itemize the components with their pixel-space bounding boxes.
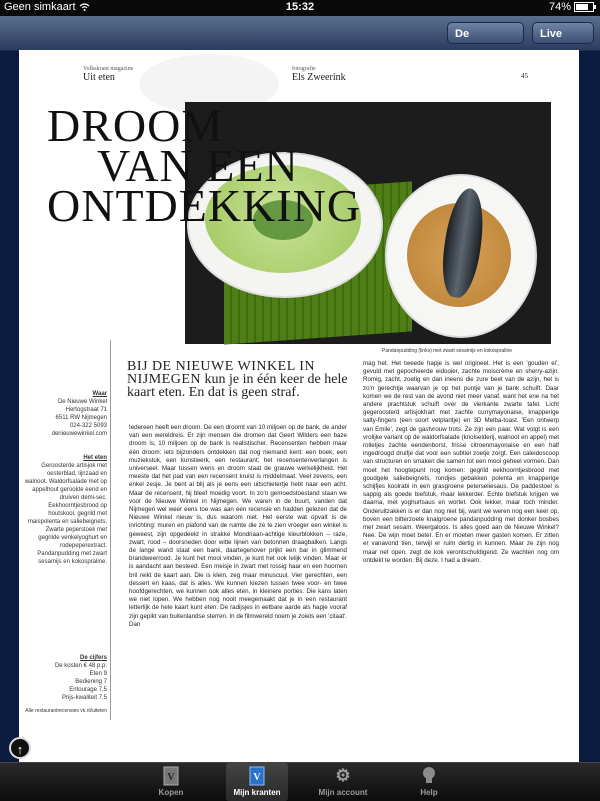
magazine-page bbox=[16, 50, 579, 762]
article-headline bbox=[47, 100, 362, 231]
rating-line: Prijs-kwaliteit 7,5 bbox=[61, 695, 107, 701]
where-heading: Waar bbox=[92, 391, 107, 397]
info-where bbox=[23, 390, 107, 438]
article-lead bbox=[127, 360, 377, 399]
battery-level bbox=[576, 4, 588, 10]
kranten-icon bbox=[247, 766, 267, 786]
rating-line: Eten 9 bbox=[89, 671, 107, 677]
ratings-heading: De cijfers bbox=[79, 655, 107, 661]
scroll-top-button[interactable] bbox=[9, 737, 31, 759]
rating-line: Bediening 7 bbox=[75, 679, 107, 685]
headline-line: VAN EEN bbox=[97, 140, 299, 191]
svg-text:V: V bbox=[253, 772, 261, 783]
tab-mijn-kranten[interactable] bbox=[226, 763, 288, 801]
carrier-label: Geen simkaart bbox=[4, 1, 76, 13]
tab-label: Mijn kranten bbox=[233, 788, 281, 797]
gear-icon: ⚙ bbox=[335, 766, 351, 785]
info-food bbox=[23, 454, 107, 566]
status-bar bbox=[0, 0, 600, 16]
lightbulb-icon bbox=[419, 766, 439, 786]
food-text: Geroosterde artisjok met oesterblad, lijnzaad en walnoot. Waldorfsalade met op appelhout gerookte eend en druiven demi-sec. Eekhoorntjesbrood op houtskool, gegrild met maispolenta en saliebeignets. Zwarte peperstoek met gegrilde venkelyoghurt en rodepeperextract. Pandanpudding met zwart sesamijs en kokospraline. bbox=[24, 463, 107, 565]
rating-line: De kosten € 48 p.p. bbox=[54, 663, 107, 669]
reviews-link: Alle restaurantrecensies vk.nl/uiteten bbox=[25, 708, 107, 714]
headline-line: DROOM bbox=[47, 100, 224, 151]
live-news-button[interactable]: Live bbox=[532, 22, 594, 44]
tab-help[interactable] bbox=[398, 763, 460, 801]
photo-meta bbox=[292, 66, 346, 83]
where-line: De Nieuwe Winkel bbox=[57, 399, 107, 405]
top-toolbar bbox=[0, 16, 600, 51]
tab-label: Help bbox=[420, 788, 438, 797]
clock: 15:32 bbox=[285, 1, 315, 13]
info-ratings bbox=[23, 654, 107, 715]
article-column-1: Iedereen heeft een droom. De een droomt van 10 miljoen op de bank, de ander van een wereldreis. Er zijn mensen die dromen dat Geert Wilders een baze droom is; 10 miljoen op de bank is realistischer. Recensenten hebben maar één droom: iets bijzonders ontdekken dat nog niemand kent: een boek, een muziekstuk, een kunstwerk, een restaurant; het recensentenverlangen is universeel. Maar tussen wens en droom staat de grauwe werkelijkheid. Het meeste dat het pad van een recensent kruist is middelmaat. Veel zevens, een enkel zesje. Je bent al blij als je eens een uitschietertje hebt naar een acht. Maar de recensent, hij bleef moedig voort. In zo'n gemoedstoestand staan we voor de Nieuwe Winkel in Nijmegen. We waren in de buurt, vanden dat Nijmegen wel weer eens toe was aan een recensie en hadden gelezen dat de Nieuwe Winkel nieuw is, dus waarom niet. Het eerste wat opvalt is de inrichting: muren en plafond van de ruimte die ze te zien vroeger een winkel is geweest, zijn opgedeeld in strakke Mondriaan-achtige kleurblokken – raze, zwart, rood – doorsneden door witte lijnen van betonnen draagbalken. Langs de lange wand staat een bank, daartegenover prijkt een bar in glimmend brandweerrood. Je kunt het mooi vinden, je kunt het ook lelijk vinden. Maar er is aandacht aan besteed. Een meisje in zwart met rossig haar en een hoornen bril reikt de kaart aan. Die is klein, zeg maar minuscuul. Vier gerechten, een dessert en kaas, dat is alles. We kunnen kiezen tussen twee voor- en twee hoofdgerechten, we kunnen ook alles eten, in kleinere porties. Die kans laten we niet lopen. We hebben nog nooit meegemaakt dat je in een restaurant letterlijk de hele kaart kunt eten. De radijsjes in eetbare aarde als hapje vooraf zijn gepikt van buitenlandse sterren. In de filmwereld noem je zoiets een 'citaat'. Dan bbox=[129, 424, 347, 628]
battery-icon bbox=[574, 2, 594, 12]
page-number: 45 bbox=[521, 72, 528, 80]
tab-kopen[interactable] bbox=[140, 763, 202, 801]
volkskrant-button[interactable]: De bbox=[447, 22, 524, 44]
food-heading: Het eten bbox=[83, 455, 107, 461]
rating-line: Entourage 7,5 bbox=[69, 687, 107, 693]
lead-rest: kun je in één keer de hele kaart eten. En dat is geen straf. bbox=[127, 372, 348, 400]
tab-label: Kopen bbox=[158, 788, 184, 797]
kopen-icon bbox=[161, 766, 181, 786]
photographer-name: Els Zweerink bbox=[292, 72, 346, 83]
where-line: Hertogstraat 71 bbox=[65, 407, 107, 413]
photo-credit-label: fotografie bbox=[292, 66, 316, 72]
tab-label: Mijn account bbox=[318, 788, 368, 797]
where-line: 6511 RW Nijmegen bbox=[55, 415, 107, 421]
article-column-2: mag het. Het tweede hapje is wel origineel. Het is een 'gouden ei', gevuld met gepocheerde eidooier, zachte moiscrème en sherry-azijn. Romig, zacht, zoetig en dan ineens die zure beet van de azijn, het is zo'n gerechtje waarvan je op het puntje van je bank schuift. Daar komen we de rest van de avond niet meer vanaf, want het ene na het andere prachtstuk schuift over de vierkante zwarte tafel. Licht gegeroosterd artisjokhart met zachte currymayonaise, knapperige salty-fingers (een soort vetplantje) en 3D Melba-toast. 'Een ontwerp van Emile', zegt de gastvrouw trots. Ze zijn een paar. Wat volgt is een vrolijke variant op de waldorfsalade (knolselderij, walnoot en appel) met rolletjes zachte eendenborst, frisse citroenmayonaise en een half ingedroogd druifje dat voor een subtiel zoetje zorgt. Een caleidoscoop van structuren en smaken die samen tot een mooi geheel vormen. Dan moet het hoogtepunt nog komen: gegrild eekhoorntjesbrood met goudgele saliebeignets, rondjes gebakken polenta en knapperige schijfjes koolrabi in een grasgroene peterseliesaus. De paddestoel is sappig als goede biefstuk, maar lekkerder. Echte biefstuk krijgen we daarna, met yoghurtsaus en wortel. Ook lekker, maar toch minder. Onderuitzakken is er dan nog niet bij, want we weren nog een keer op, boven een bitterzoete knalgroene pandanpudding met donker bosbes met zwart sesam. Weergaloos. Is alles goed aan de Nieuwe Winkel? Nee. De wijn moet beter. En er moeten meer gasten komen. Er zitten er vanavond tien, terwijl er ruim dertig in kunnen. Maar ze zijn nog maar net open, zegt de kok verontschuldigend. Ze wachten nog om ontdekt te worden. Bij deze. I had a dream. bbox=[363, 360, 559, 564]
photo-caption: Pandanpudding (links) met zwart sesamijs en kokospraline bbox=[382, 348, 513, 354]
section-name: Uit eten bbox=[83, 72, 115, 83]
bottom-tab-bar bbox=[0, 762, 600, 801]
headline-line: ONTDEKKING bbox=[47, 180, 362, 231]
lead-caps: BIJ DE NIEUWE WINKEL IN NIJMEGEN bbox=[127, 359, 316, 387]
column-divider bbox=[110, 340, 111, 720]
battery-percentage: 74% bbox=[548, 1, 571, 13]
section-meta bbox=[83, 66, 133, 83]
tab-mijn-account[interactable] bbox=[312, 763, 374, 801]
where-line: denieuwewinkel.com bbox=[51, 431, 107, 437]
svg-text:V: V bbox=[167, 772, 175, 783]
arrow-up-icon: ↑ bbox=[16, 742, 24, 757]
magazine-name: Volkskrant magazine bbox=[83, 66, 134, 72]
where-line: 024-322 5093 bbox=[69, 423, 107, 429]
